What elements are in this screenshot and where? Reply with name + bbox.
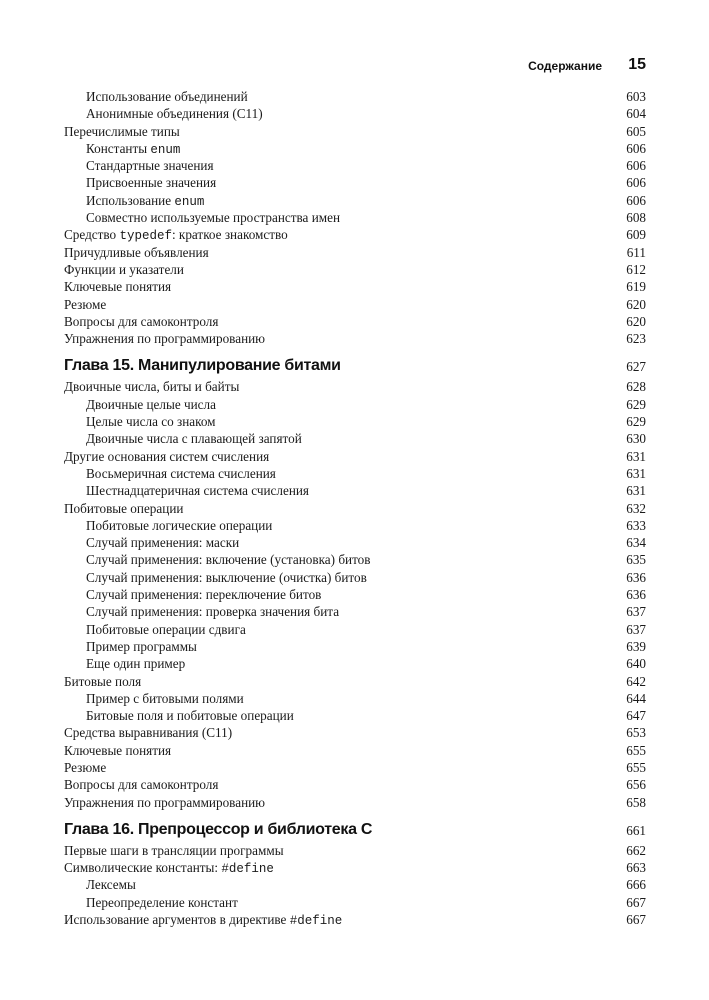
toc-entry-title: Побитовые операции [64,500,184,516]
toc-entry [64,742,646,759]
toc-page-number: 666 [626,877,646,893]
toc-entry-title: Резюме [64,296,107,312]
toc-entry [64,673,646,690]
toc-entry-title: Упражнения по программированию [64,331,266,347]
toc-page-number: 619 [626,279,646,295]
toc-subentry [64,603,646,620]
toc-page-number: 631 [626,465,646,481]
toc-page-number: 608 [626,210,646,226]
toc-entry [64,448,646,465]
toc-entry-title [64,912,342,927]
toc-entry-code: enum [174,194,205,209]
toc-page-number: 606 [626,158,646,174]
toc-subentry [64,174,646,191]
chapter-title: Глава 16. Препроцессор и библиотека C [64,820,373,838]
page-number: 15 [628,56,646,73]
toc-entry-title: Присвоенные значения [86,175,217,191]
toc-page-number: 636 [626,569,646,585]
toc-page-number: 653 [626,725,646,741]
toc-entry-title [86,141,180,156]
toc-subentry [64,192,646,209]
toc-entry-code: #define [289,914,343,929]
toc-page-number: 661 [626,822,646,838]
toc-page-number: 620 [626,296,646,312]
toc-entry-title: Двоичные числа с плавающей запятой [86,431,302,447]
toc-entry [64,842,646,859]
toc-entry-title: Битовые поля [64,673,142,689]
toc-entry [64,226,646,243]
toc-entry-title: Ключевые понятия [64,279,172,295]
toc-entry-title: Резюме [64,759,107,775]
toc-subentry [64,517,646,534]
running-header [64,58,646,76]
toc-entry-code: enum [150,142,181,157]
toc-page-number: 662 [626,842,646,858]
toc-subentry [64,586,646,603]
toc-page-number: 631 [626,483,646,499]
toc-page-number: 663 [626,860,646,876]
running-header-title: Содержание [528,59,602,73]
toc-entry-title: Побитовые операции сдвига [86,621,246,637]
toc-entry-title: Восьмеричная система счисления [86,465,276,481]
toc-page-number: 606 [626,175,646,191]
toc-subentry [64,894,646,911]
toc-page-number: 637 [626,621,646,637]
toc-subentry [64,551,646,568]
toc-subentry [64,140,646,157]
toc-page-number: 630 [626,431,646,447]
toc-page-number: 604 [626,106,646,122]
toc-entry-title [64,227,288,242]
toc-entry-title: Первые шаги в трансляции программы [64,842,284,858]
toc-entry-title: Перечислимые типы [64,123,180,139]
toc-subentry [64,707,646,724]
toc-page-number: 656 [626,777,646,793]
toc-entry-title: Вопросы для самоконтроля [64,313,219,329]
toc-page-number: 633 [626,517,646,533]
toc-entry-title: Стандартные значения [86,158,214,174]
chapter-heading [64,819,646,840]
toc-entry-title: Битовые поля и побитовые операции [86,708,294,724]
toc-page-number: 644 [626,690,646,706]
toc-page-number: 628 [626,379,646,395]
toc-entry-title: Еще один пример [86,656,186,672]
toc-entry [64,759,646,776]
toc-entry-code: typedef [119,229,172,244]
toc-page-number: 631 [626,448,646,464]
toc-page-number: 667 [626,894,646,910]
toc-page-number: 620 [626,313,646,329]
toc-entry-text: Константы [86,140,151,156]
toc-entry-title: Упражнения по программированию [64,794,266,810]
toc-page-number: 605 [626,123,646,139]
toc-page-number: 635 [626,552,646,568]
toc-entry-title: Пример программы [86,638,197,654]
toc-page-number: 658 [626,794,646,810]
toc-entry-title: Целые числа со знаком [86,414,216,430]
toc-page-number: 612 [626,261,646,277]
toc-subentry [64,396,646,413]
toc-page-number: 655 [626,759,646,775]
toc-entry [64,794,646,811]
toc-page-number: 637 [626,604,646,620]
toc-entry-code: #define [221,862,274,877]
toc-entry [64,724,646,741]
toc-entry-title: Пример с битовыми полями [86,690,244,706]
toc-entry-title: Использование объединений [86,89,248,104]
toc-entry [64,776,646,793]
toc-page-number: 655 [626,742,646,758]
toc-entry-text: Средство [64,227,120,243]
toc-entry-title: Случай применения: переключение битов [86,587,322,603]
table-of-contents [64,88,646,928]
toc-page-number: 632 [626,500,646,516]
toc-entry [64,911,646,928]
toc-entry [64,278,646,295]
toc-subentry [64,465,646,482]
toc-entry-title: Двоичные числа, биты и байты [64,379,240,395]
toc-page-number: 636 [626,587,646,603]
toc-entry-title: Вопросы для самоконтроля [64,777,219,793]
toc-page-number: 639 [626,638,646,654]
toc-page-number: 642 [626,673,646,689]
toc-entry [64,261,646,278]
toc-subentry [64,88,646,105]
toc-page-number: 647 [626,708,646,724]
toc-entry-title: Функции и указатели [64,261,184,277]
toc-entry [64,296,646,313]
toc-page-number: 629 [626,396,646,412]
toc-entry-title: Двоичные целые числа [86,396,216,412]
toc-subentry [64,209,646,226]
toc-entry-title [86,193,204,208]
toc-page-number: 623 [626,331,646,347]
toc-entry [64,330,646,347]
toc-entry-title: Шестнадцатеричная система счисления [86,483,309,499]
toc-entry-title: Случай применения: включение (установка) битов [86,552,371,568]
toc-page-number: 629 [626,414,646,430]
toc-subentry [64,655,646,672]
toc-entry-title: Средства выравнивания (C11) [64,725,233,741]
toc-subentry [64,482,646,499]
toc-entry-title: Лексемы [86,877,136,893]
toc-subentry [64,876,646,893]
toc-page-number: 606 [626,140,646,156]
toc-page-number: 606 [626,192,646,208]
chapter-heading [64,355,646,376]
toc-entry [64,244,646,261]
toc-subentry [64,569,646,586]
toc-subentry [64,430,646,447]
toc-entry-title: Случай применения: проверка значения бита [86,604,340,620]
toc-entry-text: : краткое знакомство [171,227,288,243]
toc-entry-title: Совместно используемые пространства имен [86,210,341,226]
toc-entry-text: Использование аргументов в директиве [64,912,290,928]
toc-page-number: 611 [626,244,646,260]
toc-entry [64,500,646,517]
toc-entry-title [64,860,274,875]
toc-entry-title: Переопределение констант [86,894,238,910]
toc-subentry [64,105,646,122]
toc-entry-title: Ключевые понятия [64,742,172,758]
toc-entry-title: Побитовые логические операции [86,517,273,533]
toc-subentry [64,690,646,707]
toc-subentry [64,534,646,551]
toc-entry-text: Использование [86,192,175,208]
toc-subentry [64,157,646,174]
toc-subentry [64,621,646,638]
toc-subentry [64,413,646,430]
toc-page-number: 609 [626,227,646,243]
toc-entry-title: Случай применения: выключение (очистка) битов [86,569,367,585]
toc-entry [64,859,646,876]
toc-entry-title: Случай применения: маски [86,535,240,551]
toc-entry-text: Символические константы: [64,860,222,876]
toc-entry [64,313,646,330]
toc-entry-title: Причудливые объявления [64,244,209,260]
toc-page-number: 640 [626,656,646,672]
toc-entry-title: Другие основания систем счисления [64,448,270,464]
toc-entry [64,123,646,140]
chapter-title: Глава 15. Манипулирование битами [64,357,341,375]
toc-page-number: 667 [626,912,646,928]
toc-entry [64,378,646,395]
toc-subentry [64,638,646,655]
toc-page-number: 603 [626,89,646,104]
toc-entry-title: Анонимные объединения (C11) [86,106,263,122]
toc-page-number: 627 [626,359,646,375]
toc-page-number: 634 [626,535,646,551]
